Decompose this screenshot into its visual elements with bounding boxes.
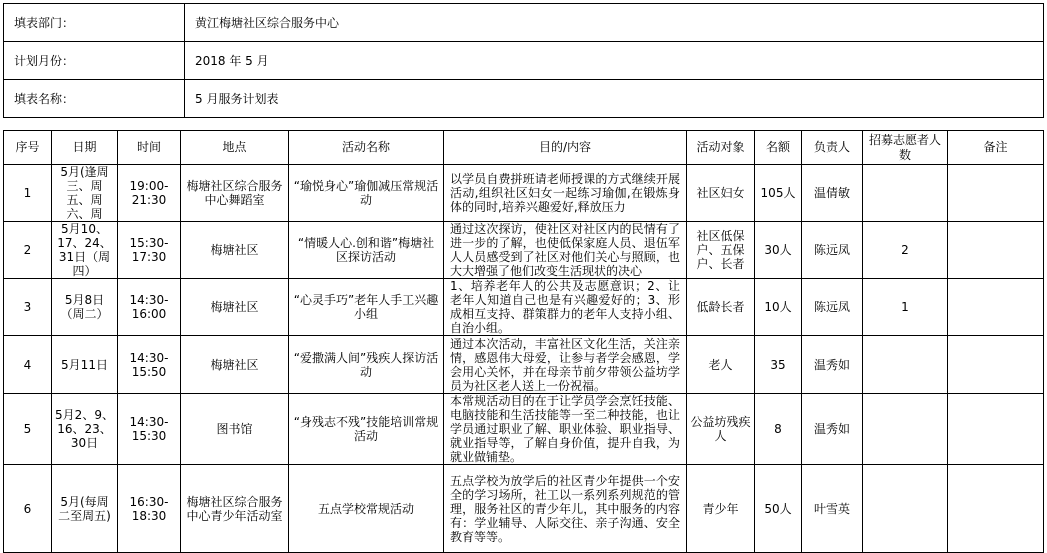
cell-content: 通过本次活动，丰富社区文化生活，关注亲情，感恩伟大母爱，让参与者学会感恩，学会用心关怀，并在母亲节前夕带领公益坊学员为社区老人送上一份祝福。	[444, 336, 687, 394]
table-header-row	[4, 131, 1044, 165]
cell-time: 14:30-15:30	[118, 394, 181, 465]
cell-date: 5月(逢周三、周五、周六、周	[52, 165, 118, 222]
info-label: 填表部门：	[4, 4, 185, 42]
cell-time: 14:30-15:50	[118, 336, 181, 394]
cell-place: 梅塘社区	[181, 336, 289, 394]
cell-place: 梅塘社区	[181, 222, 289, 279]
cell-volunteers	[863, 165, 948, 222]
cell-place: 梅塘社区综合服务中心舞蹈室	[181, 165, 289, 222]
cell-target: 青少年	[687, 465, 755, 553]
cell-target: 低龄长者	[687, 279, 755, 336]
cell-volunteers	[863, 465, 948, 553]
cell-volunteers: 2	[863, 222, 948, 279]
table-row	[4, 165, 1044, 222]
cell-date: 5月11日	[52, 336, 118, 394]
cell-time: 14:30-16:00	[118, 279, 181, 336]
cell-content: 通过这次探访，使社区对社区内的民情有了进一步的了解，也使低保家庭人员、退伍军人人员感受到了社区对他们关心与照顾，也大大增强了他们改变生活现状的决心	[444, 222, 687, 279]
column-header: 活动对象	[687, 131, 755, 165]
cell-date: 5月2、9、16、23、30日	[52, 394, 118, 465]
cell-remark	[948, 465, 1044, 553]
cell-name: “爱撒满人间”残疾人探访活动	[289, 336, 444, 394]
table-row	[4, 394, 1044, 465]
cell-leader: 温秀如	[802, 336, 863, 394]
cell-remark	[948, 336, 1044, 394]
cell-quota: 35	[755, 336, 802, 394]
cell-target: 公益坊残疾人	[687, 394, 755, 465]
column-header: 活动名称	[289, 131, 444, 165]
cell-no: 2	[4, 222, 52, 279]
cell-quota: 30人	[755, 222, 802, 279]
service-plan-table	[3, 130, 1044, 553]
info-row	[4, 80, 1044, 118]
column-header: 招募志愿者人数	[863, 131, 948, 165]
cell-no: 1	[4, 165, 52, 222]
cell-name: “瑜悦身心”瑜伽减压常规活动	[289, 165, 444, 222]
cell-place: 梅塘社区综合服务中心青少年活动室	[181, 465, 289, 553]
cell-content: 以学员自费拼班请老师授课的方式继续开展活动,组织社区妇女一起练习瑜伽,在锻炼身体的同时,培养兴趣爱好,释放压力	[444, 165, 687, 222]
cell-no: 5	[4, 394, 52, 465]
column-header: 名额	[755, 131, 802, 165]
cell-name: “身残志不残”技能培训常规活动	[289, 394, 444, 465]
table-row	[4, 465, 1044, 553]
column-header: 日期	[52, 131, 118, 165]
cell-time: 19:00-21:30	[118, 165, 181, 222]
cell-no: 6	[4, 465, 52, 553]
cell-volunteers	[863, 336, 948, 394]
info-row	[4, 42, 1044, 80]
cell-place: 图书馆	[181, 394, 289, 465]
cell-quota: 50人	[755, 465, 802, 553]
column-header: 地点	[181, 131, 289, 165]
info-value: 5 月服务计划表	[185, 80, 1044, 118]
cell-name: “情暖人心.创和谐”梅塘社区探访活动	[289, 222, 444, 279]
column-header: 目的/内容	[444, 131, 687, 165]
cell-remark	[948, 165, 1044, 222]
table-row	[4, 336, 1044, 394]
cell-time: 16:30-18:30	[118, 465, 181, 553]
cell-quota: 8	[755, 394, 802, 465]
column-header: 时间	[118, 131, 181, 165]
column-header: 负责人	[802, 131, 863, 165]
cell-leader: 叶雪英	[802, 465, 863, 553]
cell-date: 5月(每周二至周五)	[52, 465, 118, 553]
table-row	[4, 279, 1044, 336]
info-label: 计划月份：	[4, 42, 185, 80]
cell-time: 15:30-17:30	[118, 222, 181, 279]
cell-remark	[948, 279, 1044, 336]
info-label: 填表名称：	[4, 80, 185, 118]
cell-quota: 10人	[755, 279, 802, 336]
cell-target: 社区低保户、五保户、长者	[687, 222, 755, 279]
info-value: 黄江梅塘社区综合服务中心	[185, 4, 1044, 42]
cell-name: 五点学校常规活动	[289, 465, 444, 553]
cell-volunteers: 1	[863, 279, 948, 336]
cell-name: “心灵手巧”老年人手工兴趣小组	[289, 279, 444, 336]
table-row	[4, 222, 1044, 279]
cell-leader: 温秀如	[802, 394, 863, 465]
cell-target: 社区妇女	[687, 165, 755, 222]
cell-content: 本常规活动目的在于让学员学会烹饪技能、电脑技能和生活技能等一至二种技能，也让学员通过职业了解、职业体验、职业指导、就业指导等，了解自身价值，提升自我，为就业做铺垫。	[444, 394, 687, 465]
cell-no: 4	[4, 336, 52, 394]
cell-leader: 温倩敏	[802, 165, 863, 222]
cell-content: 1、培养老年人的公共及志愿意识；2、让老年人知道自己也是有兴趣爱好的；3、形成相互支持、群策群力的老年人支持小组、自治小组。	[444, 279, 687, 336]
cell-quota: 105人	[755, 165, 802, 222]
info-value: 2018 年 5 月	[185, 42, 1044, 80]
info-row	[4, 4, 1044, 42]
column-header: 序号	[4, 131, 52, 165]
cell-leader: 陈远凤	[802, 279, 863, 336]
cell-target: 老人	[687, 336, 755, 394]
cell-leader: 陈远凤	[802, 222, 863, 279]
cell-volunteers	[863, 394, 948, 465]
info-table	[3, 3, 1044, 118]
cell-place: 梅塘社区	[181, 279, 289, 336]
cell-content: 五点学校为放学后的社区青少年提供一个安全的学习场所，社工以一系列系列规范的管理，服务社区的青少年儿，其中服务的内容有：学业辅导、人际交往、亲子沟通、安全教育等等。	[444, 465, 687, 553]
cell-date: 5月10、17、24、31日（周四）	[52, 222, 118, 279]
cell-date: 5月8日（周二）	[52, 279, 118, 336]
cell-no: 3	[4, 279, 52, 336]
cell-remark	[948, 222, 1044, 279]
cell-remark	[948, 394, 1044, 465]
column-header: 备注	[948, 131, 1044, 165]
